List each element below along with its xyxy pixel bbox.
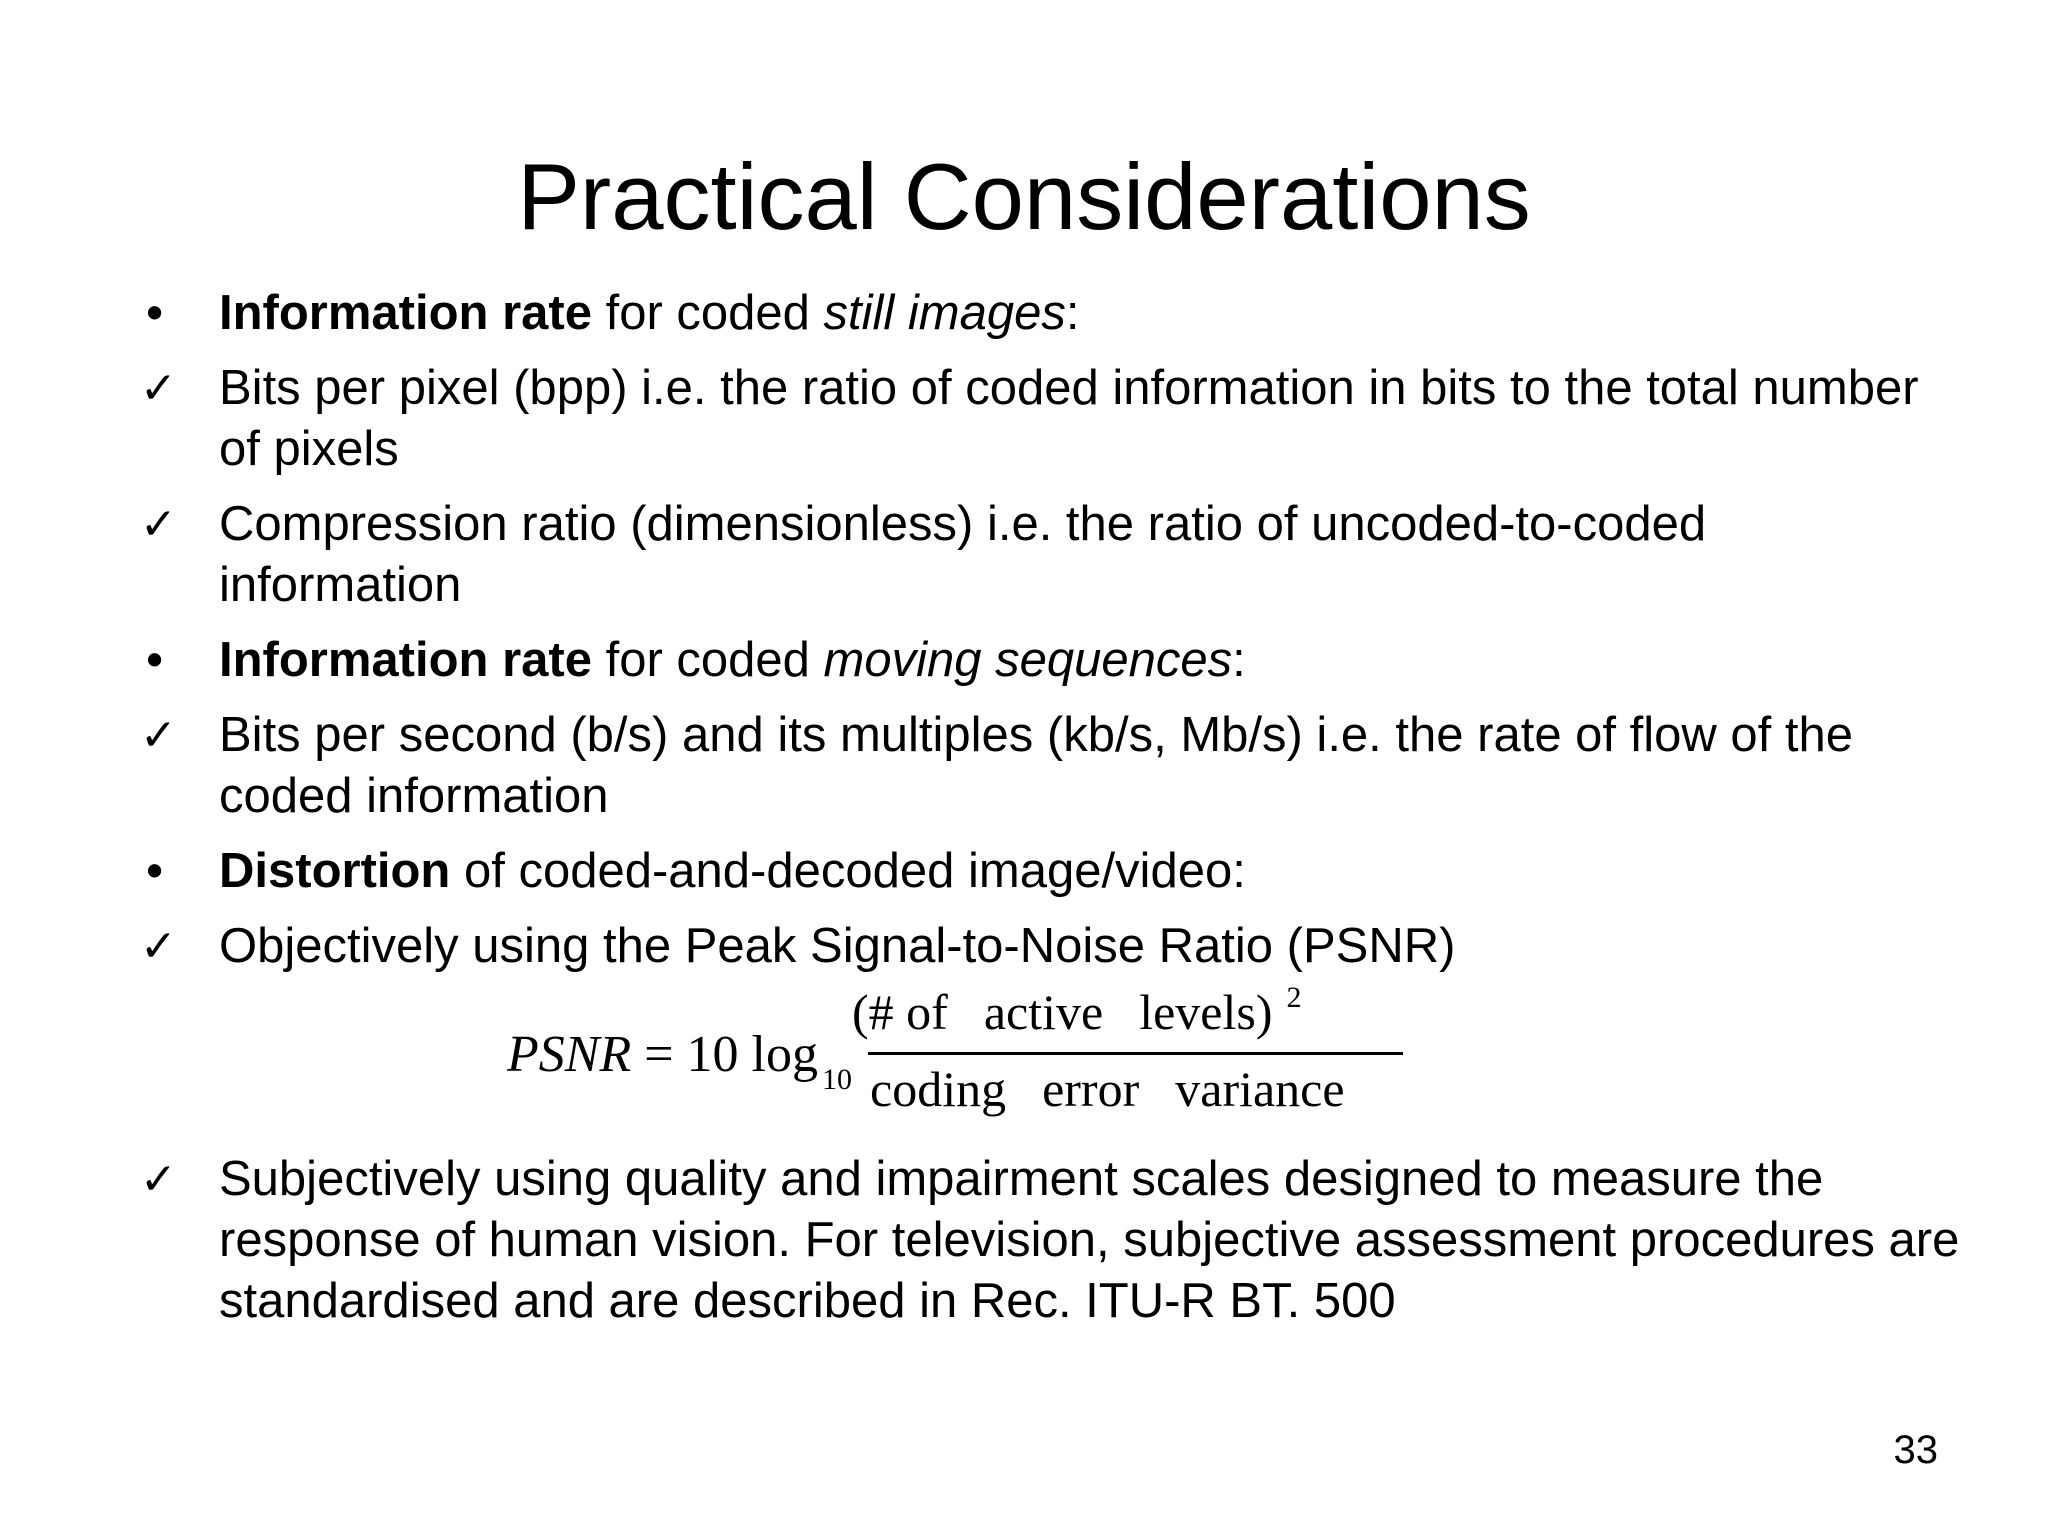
- check-text: Bits per pixel (bpp) i.e. the ratio of coded information in bits to the total number of pixels: [219, 361, 1919, 476]
- check-text: Bits per second (b/s) and its multiples (kb/s, Mb/s) i.e. the rate of flow of the coded information: [219, 708, 1854, 823]
- bullet-bold-text: Information rate: [219, 286, 592, 340]
- check-item: [140, 358, 1960, 480]
- bullet-text: of coded-and-decoded image/video:: [450, 844, 1246, 898]
- fraction-bar: [868, 1052, 1403, 1055]
- check-item: [140, 1149, 1960, 1332]
- check-icon: ✓: [140, 921, 177, 972]
- bullet-list: [140, 283, 1960, 1346]
- bullet-text: for coded: [591, 633, 824, 687]
- bullet-text: for coded: [591, 286, 824, 340]
- check-text: Objectively using the Peak Signal-to-Noise Ratio (PSNR): [219, 919, 1456, 973]
- formula-log-base: 10: [822, 1063, 852, 1096]
- bullet-bold-text: Distortion: [219, 844, 451, 898]
- bullet-item: [140, 841, 1960, 902]
- check-icon: ✓: [140, 710, 177, 761]
- page-number: 33: [1893, 1428, 1938, 1472]
- psnr-formula: [140, 983, 1960, 1139]
- denominator-term: variance: [1175, 1061, 1345, 1117]
- formula-exponent: 2: [1286, 981, 1302, 1014]
- formula-psnr: PSNR: [507, 1026, 632, 1083]
- check-text: Compression ratio (dimensionless) i.e. the ratio of uncoded-to-coded information: [219, 497, 1707, 612]
- slide-title: Practical Considerations: [517, 144, 1531, 249]
- check-item: [140, 916, 1960, 977]
- bullet-marker: •: [146, 286, 164, 340]
- denominator-term: coding: [870, 1061, 1007, 1117]
- formula-denominator: [870, 1059, 1390, 1119]
- denominator-term: error: [1042, 1061, 1140, 1117]
- formula-numerator: [852, 983, 1348, 1049]
- numerator-term: (# of: [852, 984, 948, 1040]
- bullet-italic-text: moving sequences: [823, 633, 1233, 687]
- bullet-tail: :: [1232, 633, 1246, 687]
- check-icon: ✓: [140, 499, 177, 550]
- bullet-item: [140, 283, 1960, 344]
- numerator-term: active: [983, 984, 1104, 1040]
- bullet-bold-text: Information rate: [219, 633, 592, 687]
- bullet-item: [140, 630, 1960, 691]
- formula-lhs: [507, 1025, 852, 1096]
- formula-equals-log: = 10 log: [644, 1026, 818, 1083]
- check-item: [140, 494, 1960, 616]
- bullet-tail: :: [1065, 286, 1080, 340]
- check-item: [140, 705, 1960, 827]
- check-icon: ✓: [140, 1154, 177, 1205]
- bullet-marker: •: [146, 844, 164, 898]
- bullet-marker: •: [146, 633, 164, 687]
- check-icon: ✓: [140, 363, 177, 414]
- check-text: Subjectively using quality and impairment scales designed to measure the response of human vision. For television, subjective assessment procedures are standardised and are described in Rec. ITU-R BT. 500: [219, 1152, 1960, 1328]
- bullet-italic-text: still images: [823, 286, 1066, 340]
- numerator-term: levels): [1139, 984, 1273, 1040]
